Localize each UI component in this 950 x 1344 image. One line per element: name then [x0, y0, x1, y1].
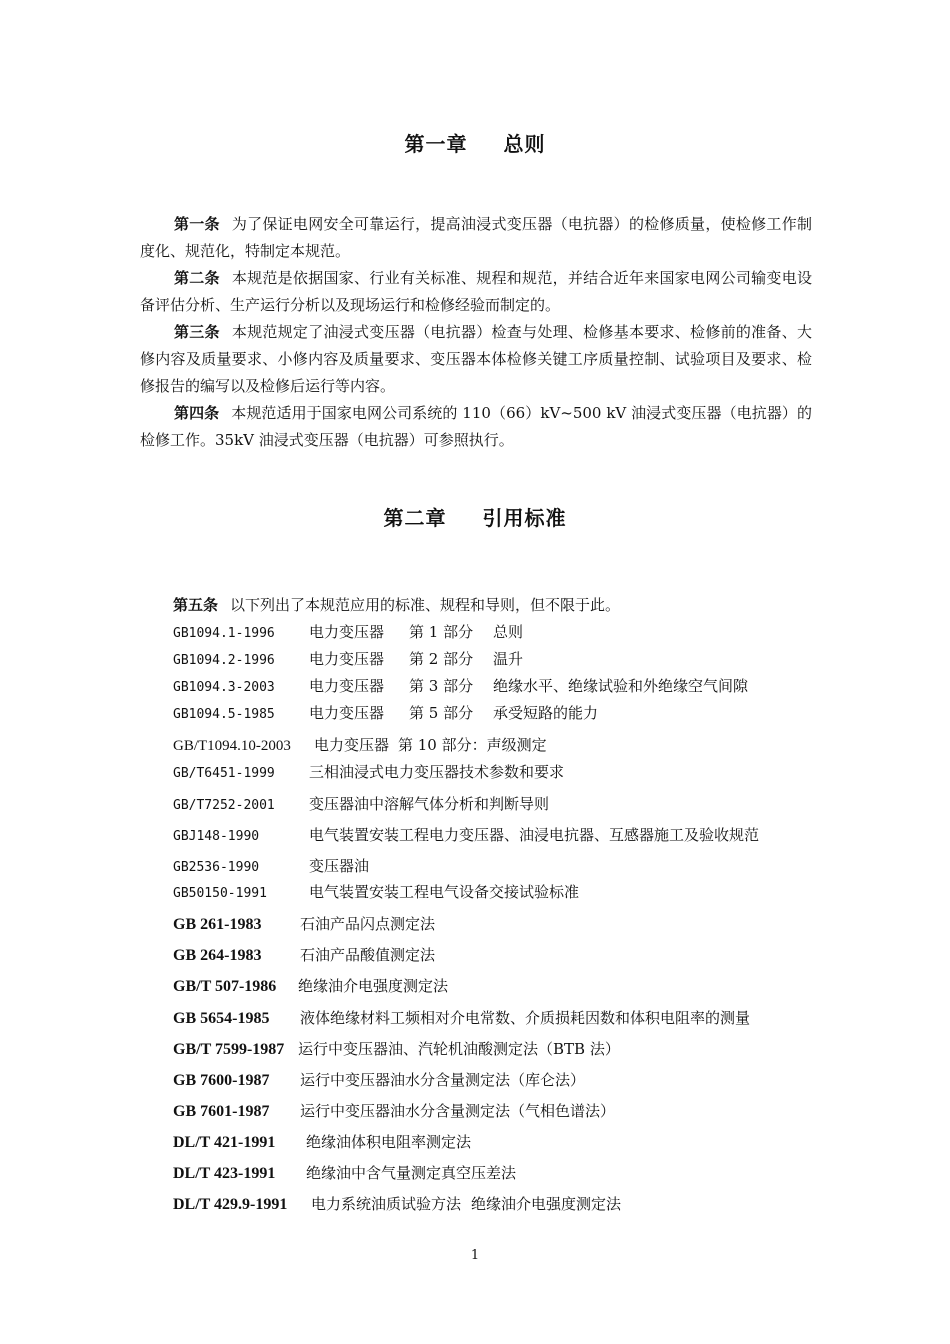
standard-part: 第 2 部分 [409, 650, 474, 668]
chapter-1-heading [0, 128, 950, 157]
standard-item [173, 760, 823, 784]
page-number: 1 [470, 1248, 480, 1263]
standard-code: GB1094.3-2003 [173, 680, 275, 695]
standard-part-name: 绝缘水平、绝缘试验和外绝缘空气间隙 [493, 677, 749, 695]
standard-code: DL/T 429.9-1991 [173, 1196, 288, 1213]
standard-part-name: 温升 [493, 650, 524, 668]
chapter-2-heading [0, 502, 950, 531]
article-label: 第三条 [174, 323, 220, 341]
standard-item [173, 1099, 823, 1123]
standard-desc: 石油产品酸值测定法 [300, 946, 436, 964]
standard-code: GB 5654-1985 [173, 1010, 270, 1027]
standard-code: GB/T7252-2001 [173, 798, 275, 813]
standard-code: GB/T1094.10-2003 [173, 738, 291, 754]
standard-item [173, 647, 823, 671]
standard-item [173, 1068, 823, 1092]
standard-desc: 电力变压器 [309, 704, 385, 722]
article-1 [140, 211, 812, 265]
standard-desc: 绝缘油介电强度测定法 [298, 977, 449, 995]
standard-desc: 电力变压器 [309, 623, 385, 641]
chapter-2-number: 第二章 [383, 506, 447, 530]
standard-code: GB/T6451-1999 [173, 766, 275, 781]
standard-item [173, 823, 823, 847]
standard-code: GB 7600-1987 [173, 1072, 270, 1089]
standard-item [173, 1037, 823, 1061]
standard-desc: 运行中变压器油、汽轮机油酸测定法（BTB 法） [298, 1040, 620, 1058]
standard-desc: 液体绝缘材料工频相对介电常数、介质损耗因数和体积电阻率的测量 [300, 1009, 751, 1027]
standard-desc: 变压器油 [309, 857, 370, 875]
article-text: 以下列出了本规范应用的标准、规程和导则，但不限于此。 [230, 596, 621, 614]
standard-desc: 运行中变压器油水分含量测定法（库仑法） [300, 1071, 586, 1089]
standard-item [173, 1192, 823, 1216]
standard-item [173, 943, 823, 967]
standard-item [173, 1161, 823, 1185]
standard-desc: 石油产品闪点测定法 [300, 915, 436, 933]
standard-item [173, 974, 823, 998]
article-text: 本规范规定了油浸式变压器（电抗器）检查与处理、检修基本要求、检修前的准备、大修内容及质量要求、小修内容及质量要求、变压器本体检修关键工序质量控制、试验项目及要求、检修报告的编写以及检修后运行等内容。 [140, 323, 812, 395]
standard-code: GB 261-1983 [173, 916, 262, 933]
article-label: 第一条 [174, 215, 220, 233]
article-label: 第四条 [174, 404, 220, 422]
standard-desc: 电力变压器 [309, 650, 385, 668]
standard-code: DL/T 423-1991 [173, 1165, 276, 1182]
standard-desc: 绝缘油中含气量测定真空压差法 [306, 1164, 517, 1182]
standard-item [173, 733, 823, 757]
standard-code: GB1094.1-1996 [173, 626, 275, 641]
article-text: 本规范是依据国家、行业有关标准、规程和规范，并结合近年来国家电网公司输变电设备评估分析、生产运行分析以及现场运行和检修经验而制定的。 [140, 269, 812, 314]
standard-item [173, 701, 823, 725]
article-4 [140, 400, 812, 454]
chapter-1-title: 总则 [503, 132, 546, 156]
standard-desc: 电力变压器 [314, 736, 390, 754]
article-2 [140, 265, 812, 319]
standard-code: GB50150-1991 [173, 886, 267, 901]
standard-code: DL/T 421-1991 [173, 1134, 276, 1151]
standard-code: GB2536-1990 [173, 860, 260, 875]
standard-desc: 绝缘油体积电阻率测定法 [306, 1133, 472, 1151]
standard-code: GB1094.5-1985 [173, 707, 275, 722]
article-3 [140, 319, 812, 400]
standard-desc: 运行中变压器油水分含量测定法（气相色谱法） [300, 1102, 616, 1120]
article-label: 第五条 [173, 596, 219, 614]
standard-item [173, 792, 823, 816]
article-text: 为了保证电网安全可靠运行，提高油浸式变压器（电抗器）的检修质量，使检修工作制度化、规范化，特制定本规范。 [140, 215, 812, 260]
standard-desc: 电气装置安装工程电力变压器、油浸电抗器、互感器施工及验收规范 [309, 826, 760, 844]
standard-item [173, 880, 823, 904]
standard-part: 第 5 部分 [409, 704, 474, 722]
standard-code: GB 7601-1987 [173, 1103, 270, 1120]
standard-item [173, 1130, 823, 1154]
standard-part: 绝缘油介电强度测定法 [471, 1195, 622, 1213]
standard-part: 第 3 部分 [409, 677, 474, 695]
standard-part: 第 10 部分：声级测定 [398, 736, 547, 754]
chapter-2-title: 引用标准 [482, 506, 567, 530]
standard-desc: 三相油浸式电力变压器技术参数和要求 [309, 763, 565, 781]
chapter-1-number: 第一章 [404, 132, 468, 156]
standard-item [173, 854, 823, 878]
article-text: 本规范适用于国家电网公司系统的 110（66）kV~500 kV 油浸式变压器（电抗器）的检修工作。35kV 油浸式变压器（电抗器）可参照执行。 [140, 404, 812, 449]
standard-code: GB/T 7599-1987 [173, 1041, 285, 1058]
standard-code: GB1094.2-1996 [173, 653, 275, 668]
standard-desc: 电气装置安装工程电气设备交接试验标准 [309, 883, 580, 901]
standard-code: GB/T 507-1986 [173, 978, 277, 995]
article-5 [173, 593, 620, 617]
standard-part-name: 承受短路的能力 [493, 704, 599, 722]
standard-part-name: 总则 [493, 623, 524, 641]
standard-item [173, 620, 823, 644]
standard-item [173, 1006, 823, 1030]
standard-part: 第 1 部分 [409, 623, 474, 641]
standard-item [173, 912, 823, 936]
standard-desc: 变压器油中溶解气体分析和判断导则 [309, 795, 550, 813]
standard-code: GBJ148-1990 [173, 829, 260, 844]
standard-desc: 电力系统油质试验方法 [311, 1195, 462, 1213]
standard-item [173, 674, 823, 698]
standard-desc: 电力变压器 [309, 677, 385, 695]
standard-code: GB 264-1983 [173, 947, 262, 964]
article-label: 第二条 [174, 269, 220, 287]
